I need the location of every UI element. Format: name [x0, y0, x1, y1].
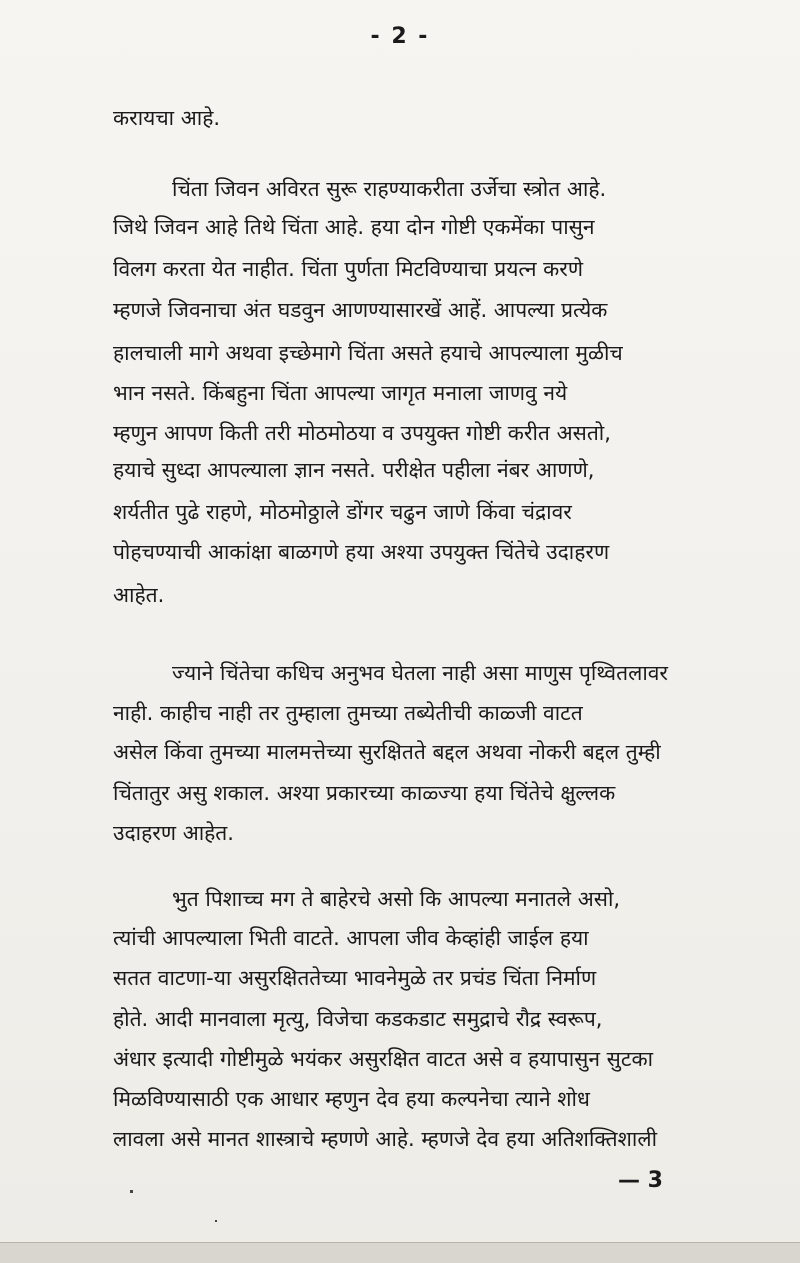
- text-line: आहेत.: [113, 583, 165, 607]
- text-line: चिंतातुर असु शकाल. अश्या प्रकारच्या काळ्ज्या हया चिंतेचे क्षुल्लक: [113, 781, 616, 805]
- text-line: हालचाली मागे अथवा इच्छेमागे चिंता असते हयाचे आपल्याला मुळीच: [113, 341, 623, 365]
- text-line: मिळविण्यासाठी एक आधार म्हणुन देव हया कल्पनेचा त्याने शोध: [113, 1087, 590, 1111]
- text-line: पोहचण्याची आकांक्षा बाळगणे हया अश्या उपयुक्त चिंतेचे उदाहरण: [113, 540, 610, 564]
- text-line: शर्यतीत पुढे राहणे, मोठमोठ्ठाले डोंगर चढुन जाणे किंवा चंद्रावर: [113, 500, 572, 524]
- text-line: सतत वाटणा-या असुरक्षिततेच्या भावनेमुळे तर प्रचंड चिंता निर्माण: [113, 966, 597, 990]
- page-bottom-edge: [0, 1242, 800, 1263]
- text-line: उदाहरण आहेत.: [113, 821, 234, 845]
- text-line: विलग करता येत नाहीत. चिंता पुर्णता मिटविण्याचा प्रयत्न करणे: [113, 257, 584, 281]
- next-page-marker: — 3: [618, 1168, 663, 1193]
- text-line: म्हणुन आपण किती तरी मोठमोठया व उपयुक्त गोष्टी करीत असतो,: [113, 421, 611, 445]
- text-line: अंधार इत्यादी गोष्टीमुळे भयंकर असुरक्षित वाटत असे व हयापासुन सुटका: [113, 1047, 654, 1071]
- text-line: नाही. काहीच नाही तर तुम्हाला तुमच्या तब्येतीची काळ्जी वाटत: [113, 701, 583, 725]
- text-line: लावला असे मानत शास्त्राचे म्हणणे आहे. म्हणजे देव हया अतिशक्तिशाली: [113, 1127, 658, 1151]
- text-line: भान नसते. किंबहुना चिंता आपल्या जागृत मनाला जाणवु नये: [113, 381, 568, 405]
- text-line: ज्याने चिंतेचा कधिच अनुभव घेतला नाही असा माणुस पृथ्वितलावर: [172, 661, 669, 685]
- page-number: - 2 -: [370, 24, 430, 49]
- text-line: त्यांची आपल्याला भिती वाटते. आपला जीव केव्हांही जाईल हया: [113, 926, 589, 950]
- text-line: होते. आदी मानवाला मृत्यु, विजेचा कडकडाट समुद्राचे रौद्र स्वरूप,: [113, 1007, 603, 1031]
- scan-speck: [215, 1220, 217, 1222]
- scan-speck: [130, 1190, 133, 1193]
- text-line: करायचा आहे.: [113, 106, 221, 130]
- text-line: हयाचे सुध्दा आपल्याला ज्ञान नसते. परीक्षेत पहीला नंबर आणणे,: [113, 458, 595, 482]
- text-line: असेल किंवा तुमच्या मालमत्तेच्या सुरक्षितते बद्दल अथवा नोकरी बद्दल तुम्ही: [113, 740, 661, 764]
- text-line: भुत पिशाच्च मग ते बाहेरचे असो कि आपल्या मनातले असो,: [172, 887, 621, 911]
- text-line: जिथे जिवन आहे तिथे चिंता आहे. हया दोन गोष्टी एकमेंका पासुन: [113, 215, 595, 239]
- text-line: म्हणजे जिवनाचा अंत घडवुन आणण्यासारखें आहें. आपल्या प्रत्येक: [113, 298, 608, 322]
- text-line: चिंता जिवन अविरत सुरू राहण्याकरीता उर्जेचा स्त्रोत आहे.: [172, 177, 607, 201]
